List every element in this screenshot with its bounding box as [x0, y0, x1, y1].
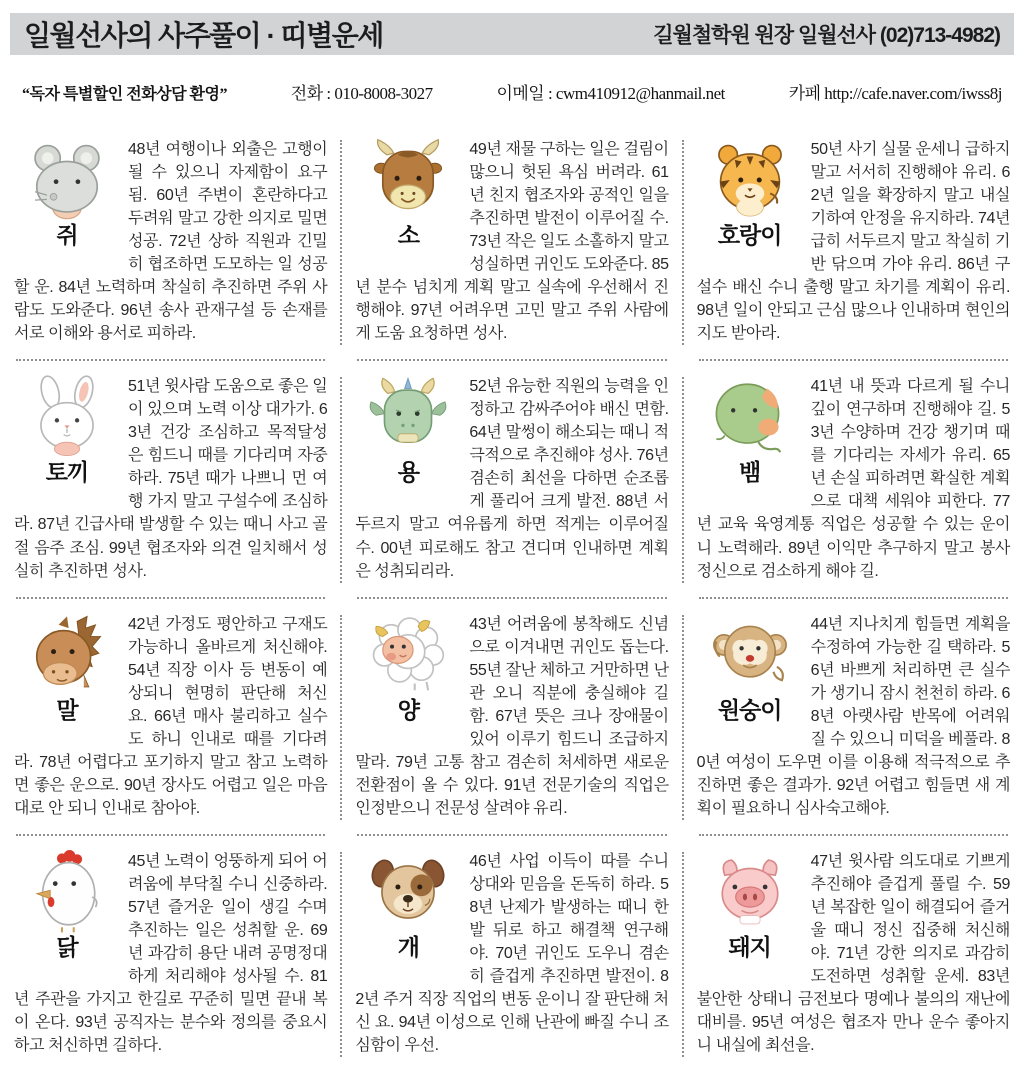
fortune-text-tiger: 50년 사기 실물 운세니 급하지 말고 서서히 진행해야 유리. 62년 일을 확장하지 말고 내실 기하여 안정을 유지하라. 74년 급히 서두르지 말고 착실히 기반 닦으며 가야 유리. 86년 구설수 배신 수니 출행 말고 차기를 계획이 유리. 98년 일이 안되고 근심 많으나 인내하며 현인의 지도 받아라.: [696, 141, 1010, 343]
zodiac-cell-tiger: [697, 138, 1010, 345]
tiger-figure: [697, 138, 803, 248]
fortune-text-monkey: 44년 지나치게 힘들면 계획을 수정하여 가능한 길 택하라. 56년 바쁘게 처리하면 큰 실수가 생기니 잠시 천천히 하라. 68년 아랫사람 반목에 어려워질 수 있으니 미덕을 베풀라. 80년 여성이 도우면 이를 이용해 적극적으로 추진하면 좋은 결과가. 92년 어렵고 힘들면 새 계획이 필요하니 심사숙고해야.: [696, 615, 1010, 817]
rabbit-icon: [25, 375, 109, 459]
animal-label-sheep: 양: [397, 696, 419, 723]
page-title: 일월선사의 사주풀이 · 띠별운세: [24, 20, 383, 51]
fortune-text-sheep: 43년 어려움에 봉착해도 신념으로 이겨내면 귀인도 돕는다. 55년 잘난 체하고 거만하면 난관 오니 직분에 충실해야 길함. 67년 뜻은 크나 장애물이 있어 이루기 힘드니 조급하지 말라. 79년 고통 참고 겸손히 처세하면 새로운 전환점이 올 수 있다. 91년 전문기술의 직업은 인정받으니 전문성 살려야 유리.: [355, 615, 669, 817]
fortune-text-rabbit: 51년 윗사람 도움으로 좋은 일이 있으며 노력 이상 대가가. 63년 건강 조심하고 목적달성은 힘드니 때를 기다리며 자중하라. 75년 때가 나쁘니 먼 여행 가지 말고 구설수에 조심하라. 87년 긴급사태 발생할 수 있는 때니 사고 골절 음주 조심. 99년 협조자와 의견 일치해서 성실히 추진하면 성사.: [14, 378, 328, 580]
zodiac-cell-dragon: [355, 375, 668, 582]
animal-label-rabbit: 토끼: [45, 459, 89, 486]
animal-label-ox: 소: [397, 222, 419, 248]
rat-icon: [25, 138, 109, 222]
dragon-icon: [366, 375, 450, 459]
zodiac-grid: [14, 138, 1010, 1057]
contact-email: 이메일 : cwm410912@hanmail.net: [496, 84, 725, 103]
rooster-figure: [14, 850, 120, 960]
dragon-figure: [355, 375, 461, 485]
tiger-icon: [708, 138, 792, 222]
sheep-figure: [355, 613, 461, 723]
contact-cafe-url: 카페 http://cafe.naver.com/iwss8j: [788, 84, 1002, 103]
rabbit-figure: [14, 375, 120, 485]
animal-label-dragon: 용: [397, 459, 419, 486]
animal-label-horse: 말: [56, 696, 78, 723]
fortune-text-pig: 47년 윗사람 의도대로 기쁘게 추진해야 즐겁게 풀릴 수. 59년 복잡한 일이 해결되어 즐거울 때니 정신 집중해 처신해야. 71년 강한 의지로 과감히 도전하면 성취할 운세. 83년 불안한 상태니 금전보다 명예나 불의의 재난에 대비를. 95년 여성은 협조자 만나 운수 좋아지니 내실에 최선을.: [696, 852, 1010, 1055]
zodiac-cell-sheep: [355, 613, 668, 820]
dog-icon: [366, 850, 450, 934]
monkey-figure: [697, 613, 803, 723]
fortune-text-rat: 48년 여행이나 외출은 고행이 될 수 있으니 자제함이 요구됨. 60년 주변이 혼란하다고 두려워 말고 강한 의지로 밀면 성공. 72년 상하 직원과 긴밀히 협조하면 도모하는 일 성공할 운. 84년 노력하며 착실히 추진하면 주위 사람도 도와준다. 96년 송사 관재구설 등 손재를 서로 이해와 용서로 피하라.: [14, 141, 328, 343]
zodiac-cell-snake: [697, 375, 1010, 582]
animal-label-tiger: 호랑이: [717, 222, 782, 248]
fortune-text-snake: 41년 내 뜻과 다르게 될 수니 깊이 연구하며 진행해야 길. 53년 수양하며 건강 챙기며 때를 기다리는 자세가 유리. 65년 손실 피하려면 확실한 계획으로 대책 세워야 피한다. 77년 교육 육영계통 직업은 성공할 수 있는 운이니 노력해라. 89년 이익만 추구하지 말고 봉사 정신으로 검소하게 해야 길.: [696, 378, 1010, 580]
fortune-text-ox: 49년 재물 구하는 일은 걸림이 많으니 헛된 욕심 버려라. 61년 친지 협조자와 공적인 일을 추진하면 발전이 이루어질 수. 73년 작은 일도 소홀하지 말고 성실하면 귀인도 도와준다. 85년 분수 넘치게 계획 말고 실속에 우선해서 진행해야. 97년 어려우면 고민 말고 주위 사람에게 도움 요청하면 성사.: [355, 141, 669, 343]
monkey-icon: [708, 613, 792, 697]
dog-figure: [355, 850, 461, 960]
fortune-text-horse: 42년 가정도 평안하고 구재도 가능하니 올바르게 처신해야. 54년 직장 이사 등 변동이 예상되니 현명히 판단해 처신 요. 66년 매사 불리하고 실수도 하니 인내로 때를 기다려라. 78년 어렵다고 포기하지 말고 참고 노력하면 좋은 운으로. 90년 장사도 어렵고 일은 마음대로 안 되니 인내로 참아야.: [14, 615, 328, 817]
contact-bar: [22, 79, 1002, 104]
zodiac-cell-pig: [697, 850, 1010, 1057]
animal-label-monkey: 원숭이: [717, 696, 782, 723]
pig-figure: [697, 850, 803, 960]
zodiac-cell-monkey: [697, 613, 1010, 820]
rooster-icon: [25, 850, 109, 934]
horse-figure: [14, 613, 120, 723]
zodiac-cell-dog: [355, 850, 668, 1057]
fortune-text-dragon: 52년 유능한 직원의 능력을 인정하고 감싸주어야 배신 면함. 64년 말썽이 해소되는 때니 적극적으로 추진해야 성사. 76년 겸손히 최선을 다하면 순조롭게 풀리어 크게 발전. 88년 서두르지 말고 여유롭게 하면 적게는 이루어질 수. 00년 피로해도 참고 견디며 인내하면 계획은 성취되리라.: [355, 378, 669, 580]
snake-icon: [708, 375, 792, 459]
sheep-icon: [366, 613, 450, 697]
animal-label-rooster: 닭: [56, 933, 78, 960]
zodiac-cell-rat: [14, 138, 327, 345]
ox-figure: [355, 138, 461, 248]
horse-icon: [25, 613, 109, 697]
pig-icon: [708, 850, 792, 934]
contact-slogan: “독자 특별할인 전화상담 환영”: [22, 86, 227, 103]
rat-figure: [14, 138, 120, 248]
clinic-info: 길월철학원 원장 일월선사 (02)713-4982): [653, 24, 1000, 47]
animal-label-dog: 개: [397, 933, 419, 960]
header-bar: [10, 13, 1014, 55]
animal-label-snake: 뱀: [739, 459, 761, 486]
fortune-text-dog: 46년 사업 이득이 따를 수니 상대와 믿음을 돈독히 하라. 58년 난제가 발생하는 때니 한발 뒤로 하고 해결책 연구해야. 70년 귀인도 도우니 겸손히 즐겁게 추진하면 발전이. 82년 주거 직장 직업의 변동 운이니 잘 판단해 처신 요. 94년 이성으로 인해 난관에 빠질 수니 조심함이 우선.: [355, 852, 669, 1055]
zodiac-cell-rabbit: [14, 375, 327, 582]
snake-figure: [697, 375, 803, 485]
animal-label-pig: 돼지: [728, 933, 771, 960]
fortune-text-rooster: 45년 노력이 엉뚱하게 되어 어려움에 부닥칠 수니 신중하라. 57년 즐거운 일이 생길 수며 추진하는 일은 성취할 운. 69년 과감히 용단 내려 공명정대하게 처리해야 성사될 수. 81년 주관을 가지고 한길로 꾸준히 밀면 끝내 복이 온다. 93년 공직자는 분수와 정의를 중요시하고 처신하면 길하다.: [14, 852, 328, 1055]
ox-icon: [366, 138, 450, 222]
contact-phone: 전화 : 010-8008-3027: [290, 84, 433, 103]
zodiac-cell-rooster: [14, 850, 327, 1057]
zodiac-cell-horse: [14, 613, 327, 820]
zodiac-cell-ox: [355, 138, 668, 345]
animal-label-rat: 쥐: [56, 222, 78, 248]
